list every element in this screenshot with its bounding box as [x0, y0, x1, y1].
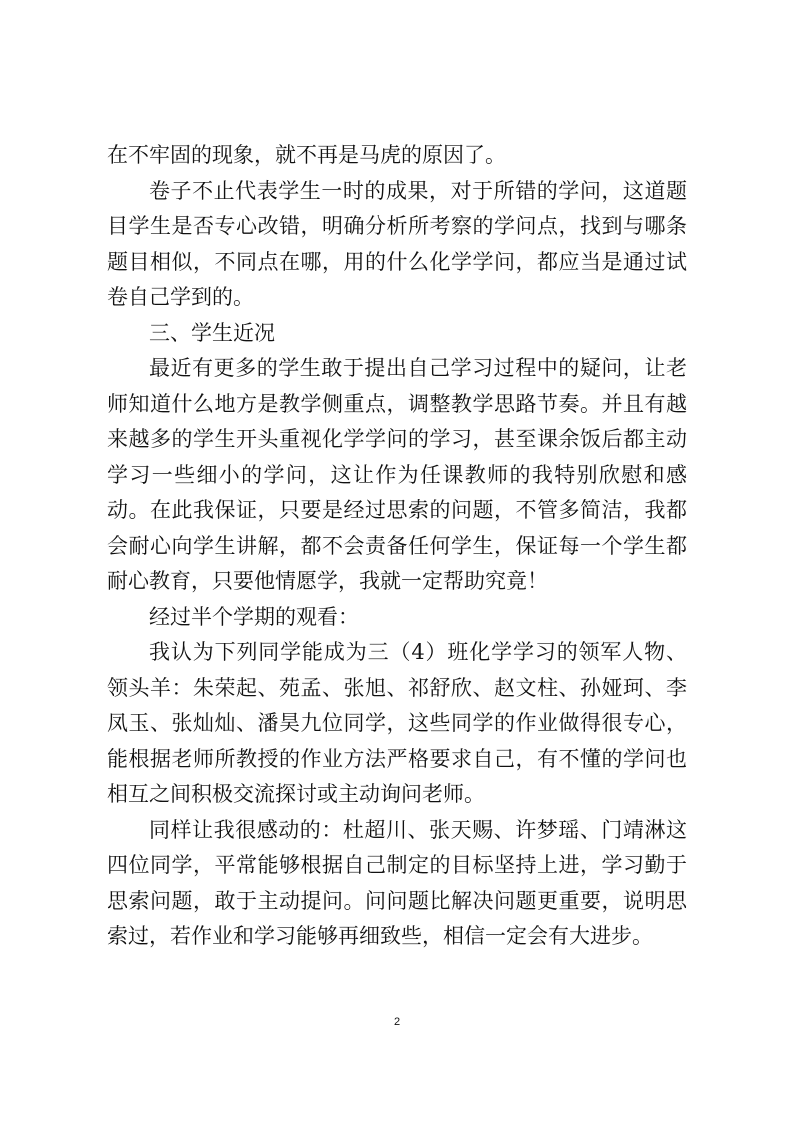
document-body [107, 138, 687, 955]
page-number: 2 [393, 1016, 401, 1028]
paragraph: 我认为下列同学能成为三（4）班化学学习的领军人物、领头羊：朱荣起、苑孟、张旭、祁舒欣、赵文柱、孙娅珂、李凤玉、张灿灿、潘昊九位同学，这些同学的作业做得很专心，能根据老师所教授的作业方法严格要求自己，有不懂的学问也相互之间积极交流探讨或主动询问老师。 [107, 640, 687, 806]
paragraph: 卷子不止代表学生一时的成果，对于所错的学问，这道题目学生是否专心改错，明确分析所考察的学问点，找到与哪条题目相似，不同点在哪，用的什么化学学问，都应当是通过试卷自己学到的。 [107, 178, 687, 309]
paragraph: 经过半个学期的观看： [149, 604, 359, 629]
paragraph: 最近有更多的学生敢于提出自己学习过程中的疑问，让老师知道什么地方是教学侧重点，调整教学思路节奏。并且有越来越多的学生开头重视化学学问的学习，甚至课余饭后都主动学习一些细小的学问，这让作为任课教师的我特别欣慰和感动。在此我保证，只要是经过思索的问题，不管多简洁，我都会耐心向学生讲解，都不会责备任何学生，保证每一个学生都耐心教育，只要他情愿学，我就一定帮助究竟！ [107, 356, 687, 593]
paragraph: 同样让我很感动的：杜超川、张天赐、许梦瑶、门靖淋这四位同学，平常能够根据自己制定的目标坚持上进，学习勤于思索问题，敢于主动提问。问问题比解决问题更重要，说明思索过，若作业和学习能够再细致些，相信一定会有大进步。 [107, 817, 687, 948]
paragraph: 在不牢固的现象，就不再是马虎的原因了。 [107, 143, 506, 167]
section-heading: 三、学生近况 [149, 320, 275, 345]
